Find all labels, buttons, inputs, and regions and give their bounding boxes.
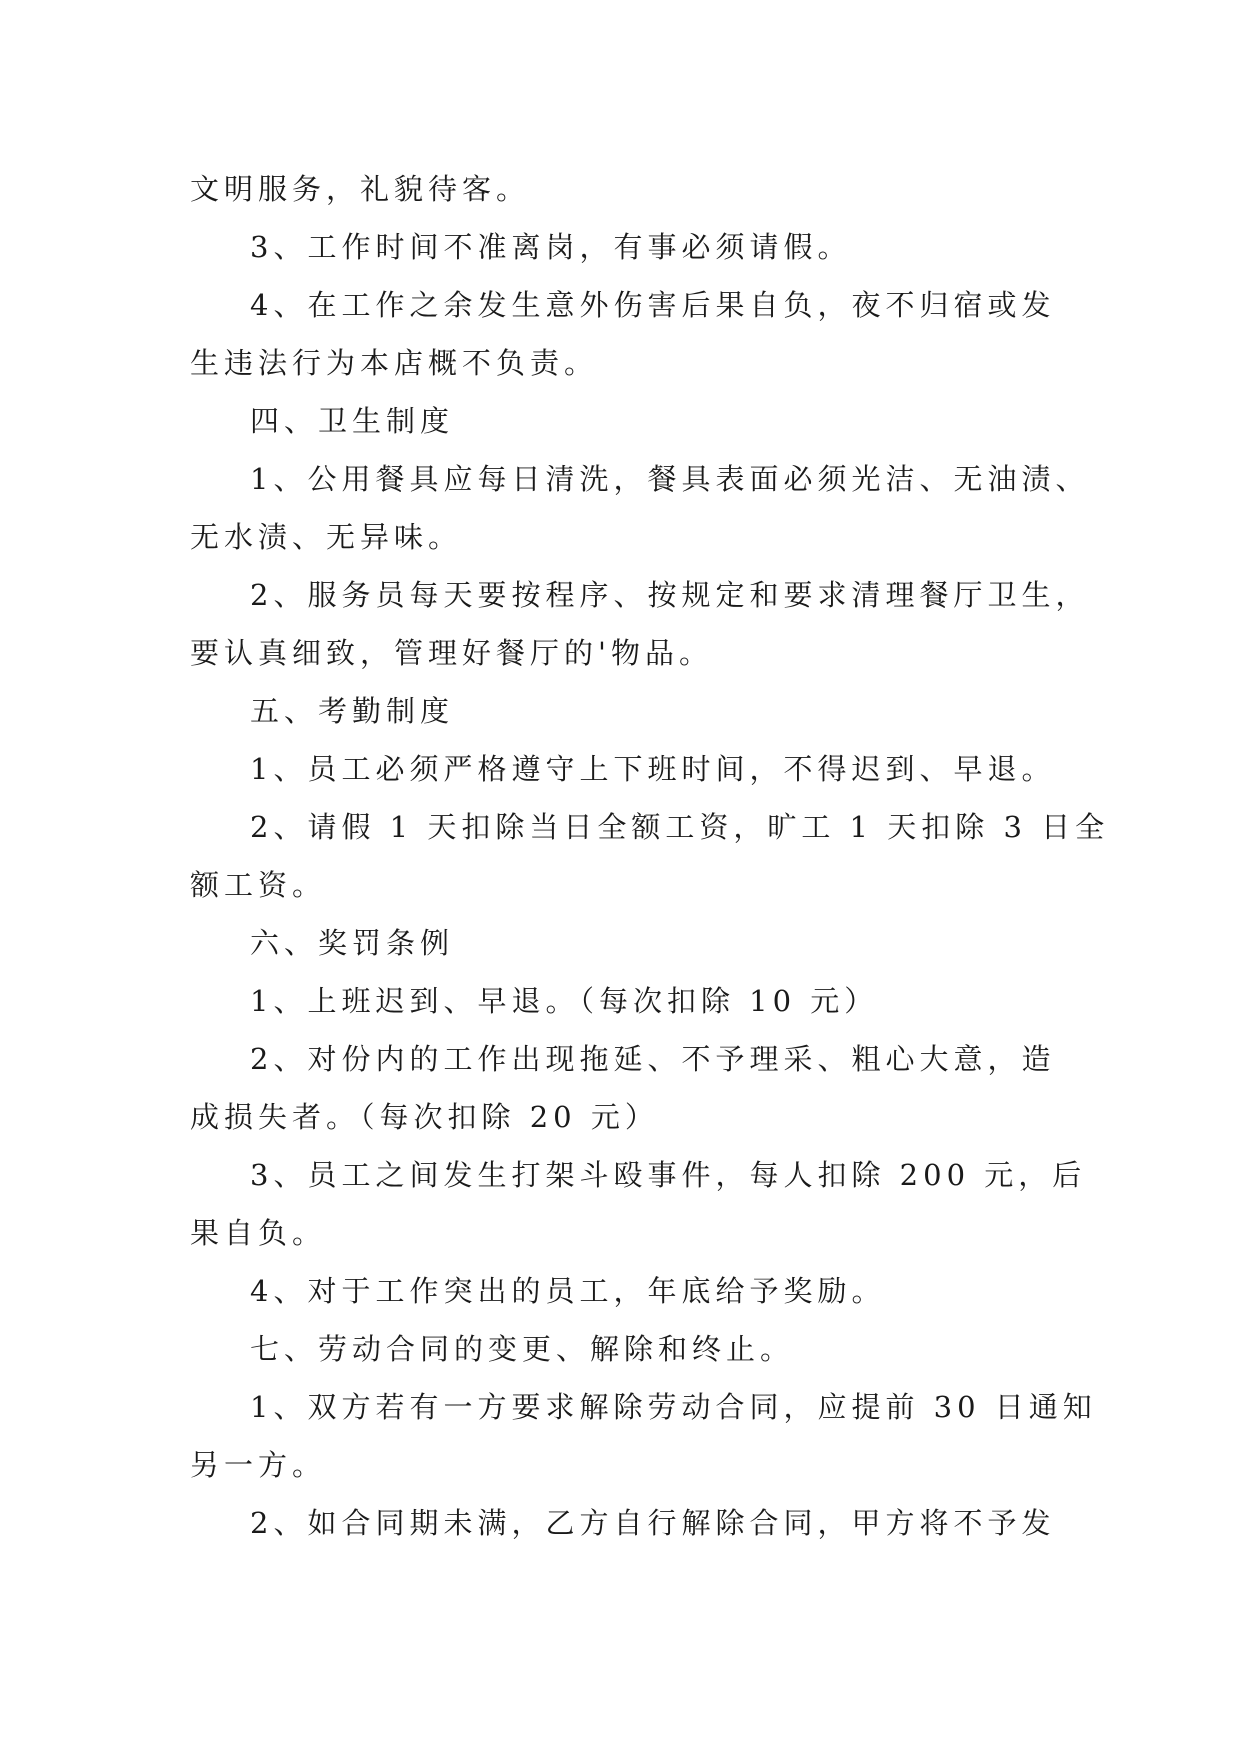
- text-line: 生违法行为本店概不负责。: [190, 346, 599, 380]
- text-line: 3、员工之间发生打架斗殴事件，每人扣除 200 元，后: [250, 1158, 1087, 1192]
- text-line: 1、上班迟到、早退。（每次扣除 10 元）: [250, 984, 879, 1018]
- text-line: 成损失者。（每次扣除 20 元）: [190, 1100, 659, 1134]
- text-line: 4、对于工作突出的员工，年底给予奖励。: [250, 1274, 886, 1308]
- text-line: 果自负。: [190, 1216, 327, 1250]
- section-heading: 五、考勤制度: [250, 694, 455, 728]
- text-line: 2、服务员每天要按程序、按规定和要求清理餐厅卫生，: [250, 578, 1090, 612]
- document-body: [190, 160, 1110, 1552]
- text-line: 2、对份内的工作出现拖延、不予理采、粗心大意，造: [250, 1042, 1056, 1076]
- text-line: 1、员工必须严格遵守上下班时间，不得迟到、早退。: [250, 752, 1056, 786]
- text-line: 2、请假 1 天扣除当日全额工资，旷工 1 天扣除 3 日全: [250, 810, 1110, 844]
- text-line: 文明服务，礼貌待客。: [190, 172, 531, 206]
- text-line: 要认真细致，管理好餐厅的'物品。: [190, 636, 713, 670]
- text-line: 4、在工作之余发生意外伤害后果自负，夜不归宿或发: [250, 288, 1056, 322]
- section-heading: 七、劳动合同的变更、解除和终止。: [250, 1332, 795, 1366]
- section-heading: 四、卫生制度: [250, 404, 455, 438]
- text-line: 1、双方若有一方要求解除劳动合同，应提前 30 日通知: [250, 1390, 1097, 1424]
- text-line: 2、如合同期未满，乙方自行解除合同，甲方将不予发: [250, 1506, 1056, 1540]
- text-line: 额工资。: [190, 868, 327, 902]
- text-line: 1、公用餐具应每日清洗，餐具表面必须光洁、无油渍、: [250, 462, 1090, 496]
- text-line: 无水渍、无异味。: [190, 520, 463, 554]
- text-line: 另一方。: [190, 1448, 327, 1482]
- section-heading: 六、奖罚条例: [250, 926, 455, 960]
- text-line: 3、工作时间不准离岗，有事必须请假。: [250, 230, 852, 264]
